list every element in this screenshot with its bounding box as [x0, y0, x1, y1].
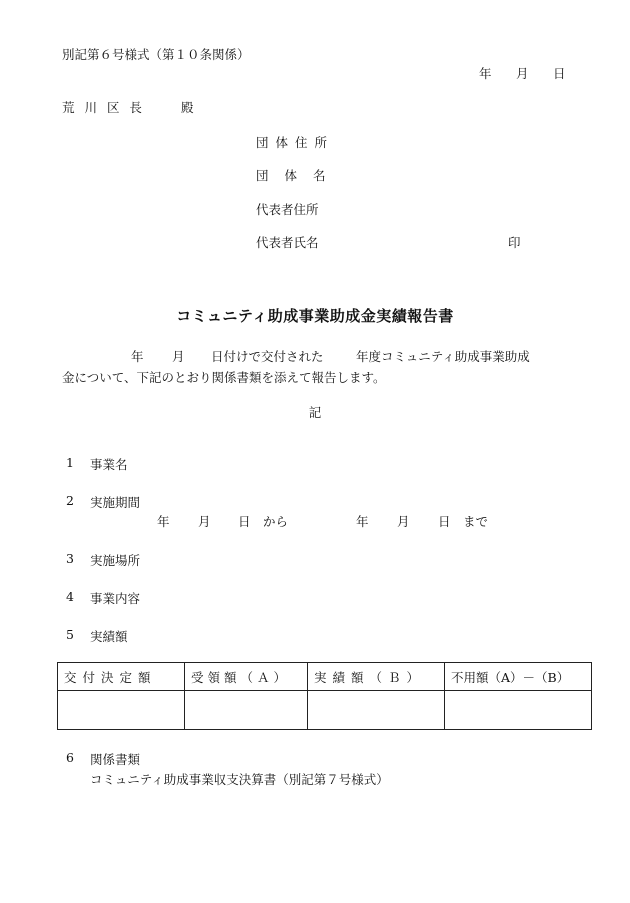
table-header-row [58, 663, 592, 691]
period-end-month: 月 [397, 514, 410, 529]
header-unused-amount: 不用額（A）－（B） [445, 663, 592, 691]
item-label-location: 実施場所 [90, 553, 141, 568]
body-fiscal-phrase: 年度コミュニティ助成事業助成 [356, 349, 530, 364]
item-number: 6 [66, 750, 74, 765]
org-address-label: 団体住所 [256, 135, 335, 150]
body-month: 月 [172, 349, 185, 364]
header-received-amount-a: 受領額（Ａ） [185, 663, 308, 691]
item-label-project-name: 事業名 [90, 457, 128, 472]
period-end-year: 年 [356, 514, 369, 529]
rep-name-label: 代表者氏名 [256, 235, 319, 250]
period-start-month: 月 [198, 514, 211, 529]
item-label-related-docs: 関係書類 [90, 752, 141, 767]
period-from: から [263, 514, 289, 529]
form-number: 別記第６号様式（第１０条関係） [62, 47, 250, 62]
period-until: まで [463, 514, 489, 529]
table-row [58, 691, 592, 730]
addressee: 荒 川 区 長 [62, 100, 142, 115]
rep-address-label: 代表者住所 [256, 202, 319, 217]
item-number: 1 [66, 455, 74, 470]
item-label-actual-amount: 実績額 [90, 629, 128, 644]
related-document-name: コミュニティ助成事業収支決算書（別記第７号様式） [90, 772, 389, 787]
period-start-year: 年 [157, 514, 170, 529]
item-label-period: 実施期間 [90, 495, 141, 510]
cell-grant-decision-amount[interactable] [58, 691, 185, 730]
addressee-honorific: 殿 [181, 100, 194, 115]
body-line-2: 金について、下記のとおり関係書類を添えて報告します。 [62, 370, 386, 385]
document-title: コミュニティ助成事業助成金実績報告書 [176, 307, 454, 325]
item-label-content: 事業内容 [90, 591, 141, 606]
date-day: 日 [553, 66, 566, 81]
org-name-label: 団 体 名 [256, 168, 326, 183]
item-number: 2 [66, 493, 74, 508]
body-day-phrase: 日付けで交付された [211, 349, 324, 364]
seal-mark: 印 [508, 235, 521, 250]
header-grant-decision-amount: 交付決定額 [58, 663, 185, 691]
cell-unused-amount[interactable] [445, 691, 592, 730]
item-number: 5 [66, 627, 74, 642]
cell-actual-amount-b[interactable] [308, 691, 445, 730]
period-start-day: 日 [238, 514, 251, 529]
body-year: 年 [131, 349, 144, 364]
amounts-table [57, 662, 592, 730]
date-month: 月 [516, 66, 529, 81]
ki-heading: 記 [308, 405, 322, 420]
header-actual-amount-b: 実績額（Ｂ） [308, 663, 445, 691]
cell-received-amount-a[interactable] [185, 691, 308, 730]
period-end-day: 日 [438, 514, 451, 529]
date-year: 年 [479, 66, 492, 81]
item-number: 4 [66, 589, 74, 604]
item-number: 3 [66, 551, 74, 566]
